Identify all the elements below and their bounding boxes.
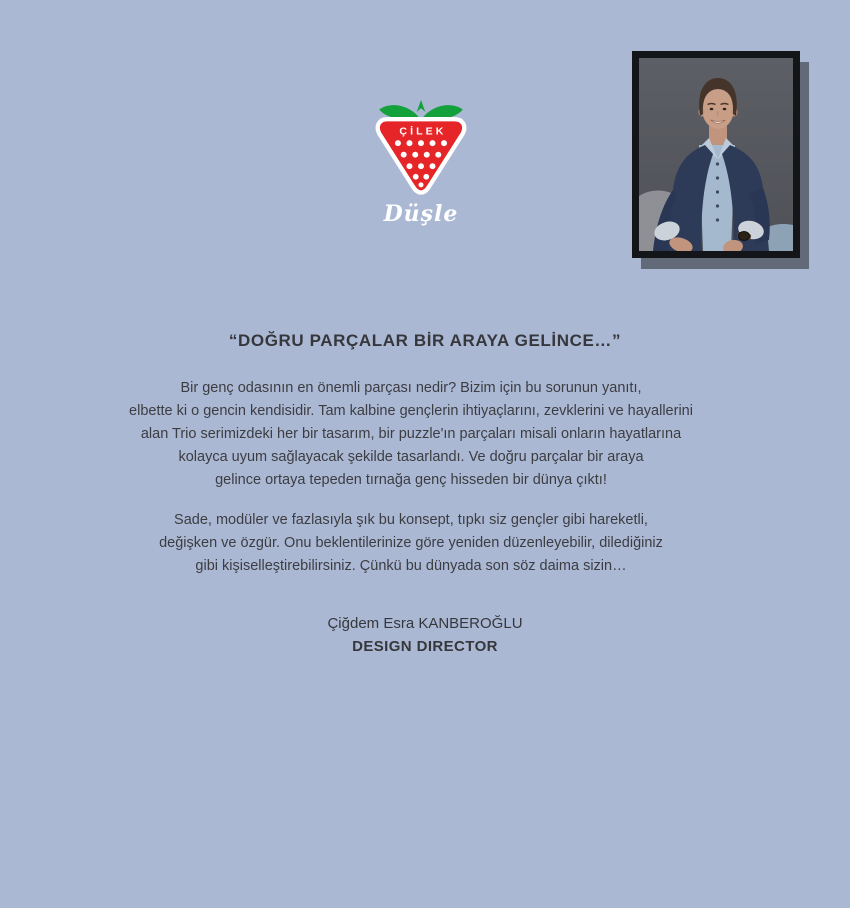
signature-title: DESIGN DIRECTOR bbox=[352, 638, 498, 655]
paragraph-2 bbox=[0, 509, 822, 578]
watch-icon bbox=[739, 232, 750, 241]
signature-block bbox=[0, 612, 850, 658]
logo-brand-text: ÇİLEK bbox=[399, 125, 447, 138]
paragraph-2-line: Sade, modüler ve fazlasıyla şık bu konsept, tıpkı siz gençler gibi hareketli, bbox=[174, 512, 648, 528]
logo-tagline: Düşle bbox=[383, 201, 459, 227]
portrait-photo-frame bbox=[632, 51, 800, 258]
eye-right bbox=[723, 108, 727, 111]
leaf-sprout bbox=[417, 100, 426, 112]
paragraph-2-line: değişken ve özgür. Onu beklentilerinize göre yeniden düzenleyebilir, dilediğiniz bbox=[159, 535, 663, 551]
portrait-photo bbox=[639, 58, 793, 251]
eye-left bbox=[710, 108, 714, 111]
signature-name: Çiğdem Esra KANBEROĞLU bbox=[327, 615, 523, 632]
paragraph-1-line: elbette ki o gencin kendisidir. Tam kalbine gençlerin ihtiyaçlarını, zevklerini ve hayallerini bbox=[129, 403, 693, 419]
page-heading: “DOĞRU PARÇALAR BİR ARAYA GELİNCE…” bbox=[228, 331, 622, 350]
paragraph-1-line: Bir genç odasının en önemli parçası nedir? Bizim için bu sorunun yanıtı, bbox=[180, 380, 642, 396]
paragraph-1-line: gelince ortaya tepeden tırnağa genç hisseden bir dünya çıktı! bbox=[215, 472, 607, 488]
paragraph-1 bbox=[0, 377, 822, 492]
paragraph-1-line: alan Trio serimizdeki her bir tasarım, bir puzzle'ın parçaları misali onların hayatlarına bbox=[140, 426, 682, 442]
strawberry-icon bbox=[373, 98, 469, 196]
paragraph-2-line: gibi kişiselleştirebilirsiniz. Çünkü bu dünyada son söz daima sizin… bbox=[195, 558, 627, 574]
paragraph-1-line: kolayca uyum sağlayacak şekilde tasarlandı. Ve doğru parçalar bir araya bbox=[178, 449, 644, 465]
cilek-logo bbox=[351, 98, 491, 227]
